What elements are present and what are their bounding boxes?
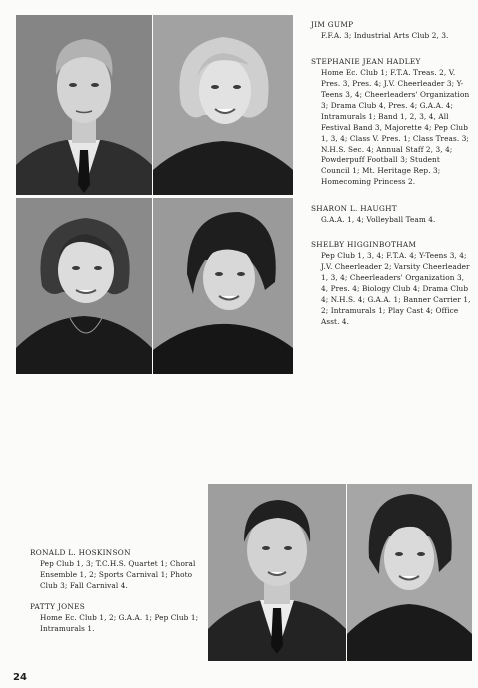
entry-patty-jones [30, 602, 200, 635]
student-activities: Pep Club 1, 3, 4; F.T.A. 4; Y-Teens 3, 4; J.V. Cheerleader 2; Varsity Cheerleader 1, 3, 4; Cheerleaders' Organization 3, 4, Pres. 4; Biology Club 4; Drama Club 4; N.H.S. 4; G.A.A. 1; Banner Carrier 1, 2; Intramurals 1; Play Cast 4; Office Asst. 4. [321, 250, 471, 326]
portrait-stephanie-hadley-image [153, 15, 293, 195]
portrait-patty-jones-image [347, 484, 472, 661]
student-name: STEPHANIE JEAN HADLEY [311, 57, 421, 66]
student-name: RONALD L. HOSKINSON [30, 548, 131, 557]
student-name: PATTY JONES [30, 602, 86, 611]
portrait-shelby-higginbotham [153, 198, 293, 374]
portrait-ronald-hoskinson [208, 484, 346, 661]
page-number: 24 [13, 672, 27, 683]
entry-ronald-hoskinson [30, 548, 200, 592]
entry-jim-gump [311, 20, 471, 42]
student-activities: Home Ec. Club 1, 2; G.A.A. 1; Pep Club 1; Intramurals 1. [40, 612, 199, 633]
portrait-jim-gump [16, 15, 152, 195]
student-activities: F.F.A. 3; Industrial Arts Club 2, 3. [321, 30, 449, 40]
portrait-jim-gump-image [16, 15, 152, 195]
portrait-shelby-higginbotham-image [153, 198, 293, 374]
portrait-stephanie-hadley [153, 15, 293, 195]
student-name: JIM GUMP [311, 20, 354, 29]
entry-sharon-haught [311, 204, 471, 226]
entry-shelby-higginbotham [311, 240, 471, 328]
portrait-ronald-hoskinson-image [208, 484, 346, 661]
student-name: SHELBY HIGGINBOTHAM [311, 240, 417, 249]
student-activities: Home Ec. Club 1; F.T.A. Treas. 2, V. Pres. 3, Pres. 4; J.V. Cheerleader 3; Y-Teens 3, 4; Cheerleaders' Organization 3; Drama Club 4, Pres. 4; G.A.A. 4; Intramurals 1; Band 1, 2, 3, 4, All Festival Band 3, Majorette 4; Pep Club 1, 3, 4; Class V. Pres. 1; Class Treas. 3; N.H.S. Sec. 4; Annual Staff 2, 3, 4; Powderpuff Football 3; Student Council 1; Mt. Heritage Rep. 3; Homecoming Princess 2. [321, 67, 470, 187]
student-name: SHARON L. HAUGHT [311, 204, 397, 213]
entry-stephanie-hadley [311, 57, 471, 188]
student-activities: G.A.A. 1, 4; Volleyball Team 4. [321, 214, 436, 224]
portrait-sharon-haught [16, 198, 152, 374]
portrait-sharon-haught-image [16, 198, 152, 374]
student-activities: Pep Club 1, 3; T.C.H.S. Quartet 1; Choral Ensemble 1, 2; Sports Carnival 1; Photo Club 3; Fall Carnival 4. [40, 558, 196, 590]
portrait-patty-jones [347, 484, 472, 661]
